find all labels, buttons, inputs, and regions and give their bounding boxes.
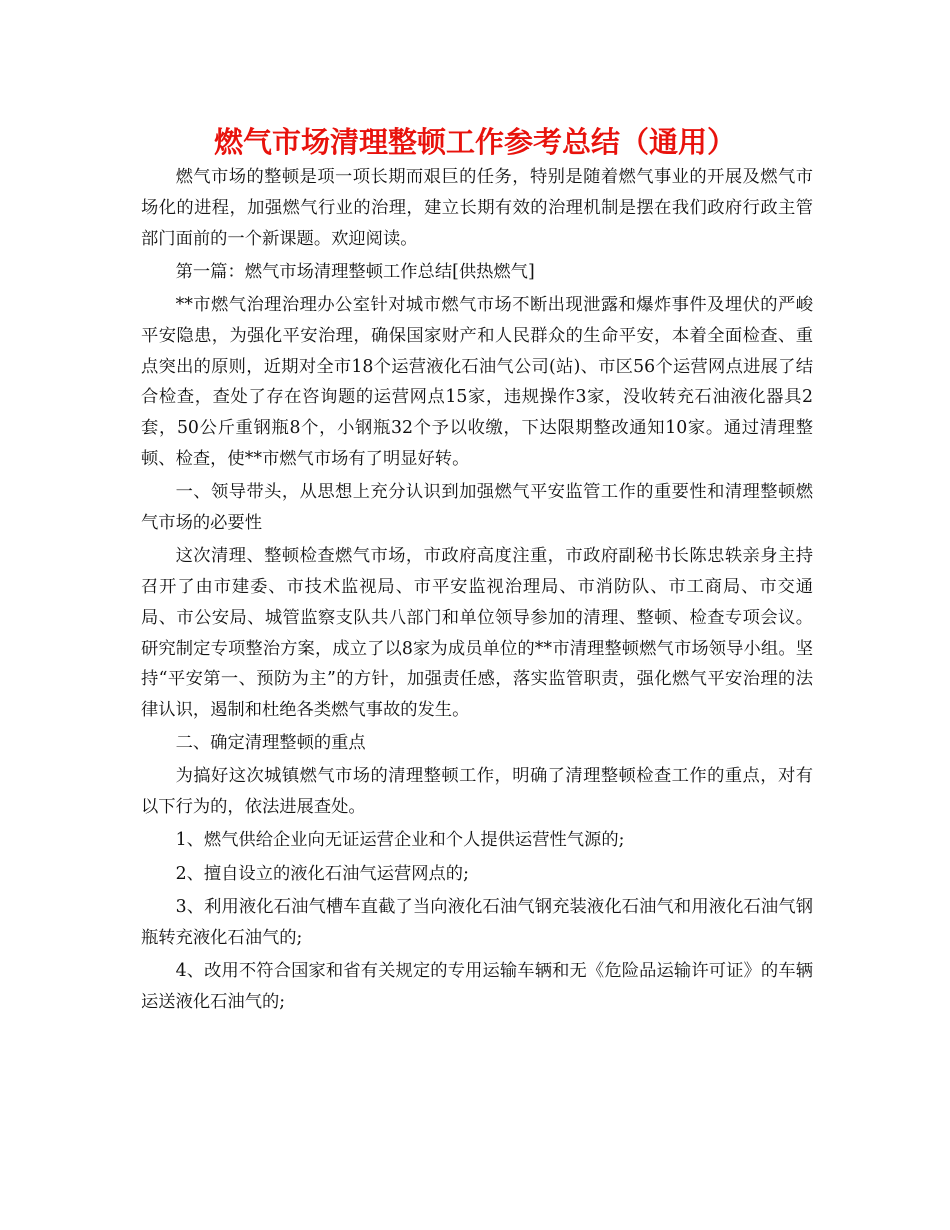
document-title: 燃气市场清理整顿工作参考总结（通用） xyxy=(213,125,736,159)
list-item: 3、利用液化石油气槽车直截了当向液化石油气钢充装液化石油气和用液化石油气钢瓶转充液化石油气的; xyxy=(141,896,813,948)
list-item: 1、燃气供给企业向无证运营企业和个人提供运营性气源的; xyxy=(175,830,625,851)
section-heading-part-one: 第一篇：燃气市场清理整顿工作总结[供热燃气] xyxy=(175,261,535,282)
document-body xyxy=(141,162,813,1020)
body-paragraph: **市燃气治理治理办公室针对城市燃气市场不断出现泄露和爆炸事件及埋伏的严峻平安隐患，为强化平安治理，确保国家财产和人民群众的生命平安，本着全面检查、重点突出的原则，近期对全市18个运营液化石油气公司(站)、市区56个运营网点进展了结合检查，查处了存在咨询题的运营网点15家，违规操作3家，没收转充石油液化器具2套，50公斤重钢瓶8个，小钢瓶32个予以收缴，下达限期整改通知10家。通过清理整顿、检查，使**市燃气市场有了明显好转。 xyxy=(141,294,813,469)
intro-paragraph: 燃气市场的整顿是项一项长期而艰巨的任务，特别是随着燃气事业的开展及燃气市场化的进程，加强燃气行业的治理，建立长期有效的治理机制是摆在我们政府行政主管部门面前的一个新课题。欢迎阅读。 xyxy=(141,167,813,249)
body-paragraph: 为搞好这次城镇燃气市场的清理整顿工作，明确了清理整顿检查工作的重点，对有以下行为的，依法进展查处。 xyxy=(141,766,813,818)
body-paragraph: 这次清理、整顿检查燃气市场，市政府高度注重，市政府副秘书长陈忠轶亲身主持召开了由市建委、市技术监视局、市平安监视治理局、市消防队、市工商局、市交通局、市公安局、城管监察支队共八部门和单位领导参加的清理、整顿、检查专项会议。研究制定专项整治方案，成立了以8家为成员单位的**市清理整顿燃气市场领导小组。坚持“平安第一、预防为主”的方针，加强责任感，落实监管职责，强化燃气平安治理的法律认识，遏制和杜绝各类燃气事故的发生。 xyxy=(141,546,813,721)
section-heading-key-points: 二、确定清理整顿的重点 xyxy=(175,733,366,754)
list-item: 4、改用不符合国家和省有关规定的专用运输车辆和无《危险品运输许可证》的车辆运送液化石油气的; xyxy=(141,960,813,1012)
section-heading-leadership: 一、领导带头，从思想上充分认识到加强燃气平安监管工作的重要性和清理整顿燃气市场的必要性 xyxy=(141,482,813,533)
list-item: 2、擅自设立的液化石油气运营网点的; xyxy=(175,863,469,884)
